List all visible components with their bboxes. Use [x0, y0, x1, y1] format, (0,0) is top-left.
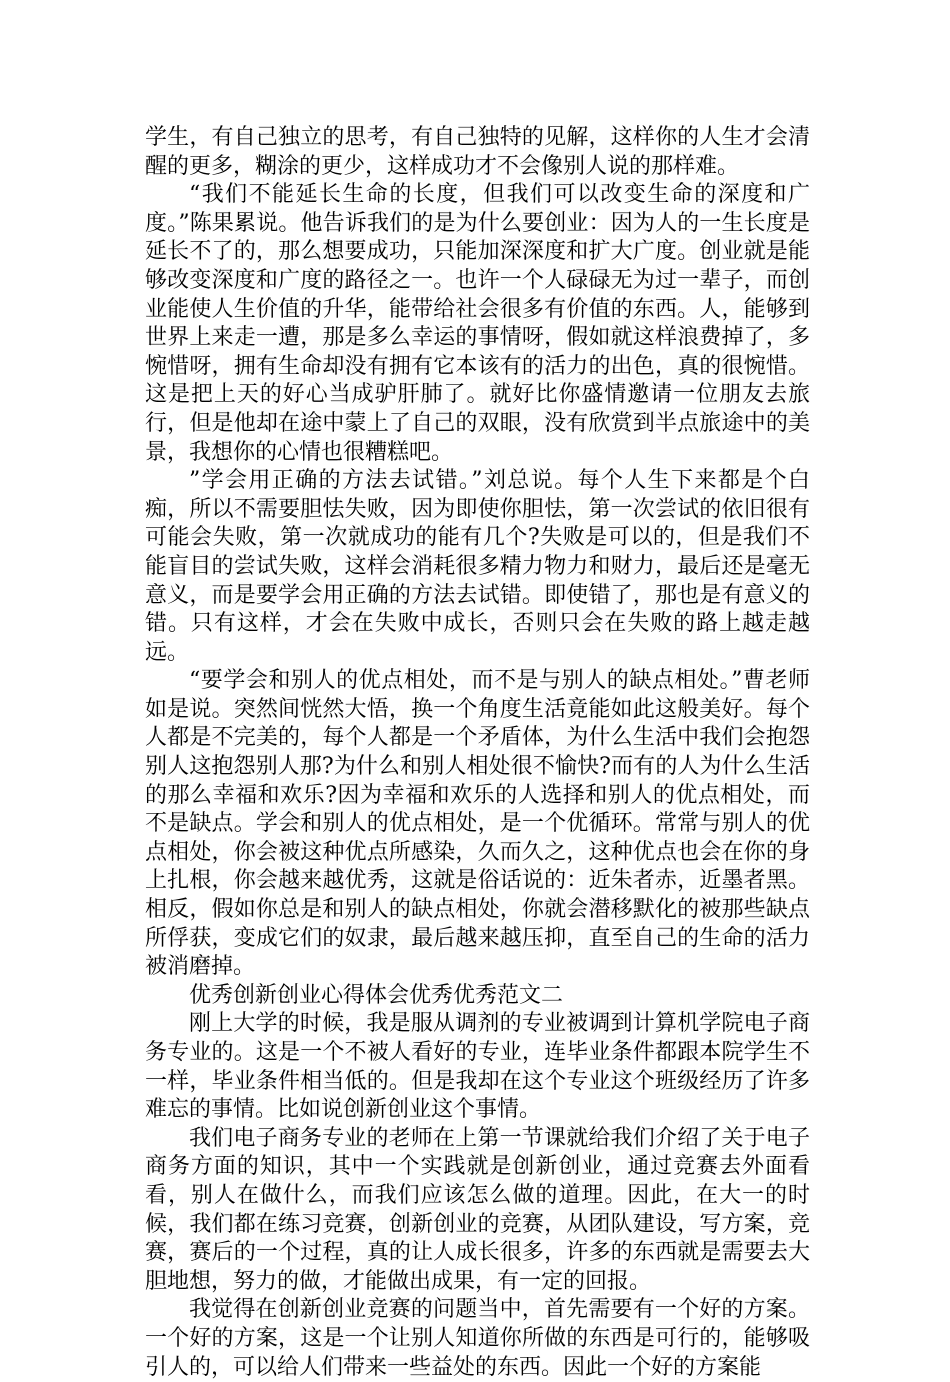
paragraph-college: 刚上大学的时候，我是服从调剂的专业被调到计算机学院电子商务专业的。这是一个不被人看好的专业，连毕业条件都跟本院学生不一样，毕业条件相当低的。但是我却在这个专业这个班级经历了许多难忘的事情。比如说创新创业这个事情。	[145, 1011, 810, 1123]
document-page	[145, 124, 810, 1382]
paragraph-quote-cao: “要学会和别人的优点相处，而不是与别人的缺点相处。”曹老师如是说。突然间恍然大悟，换一个角度生活竟能如此这般美好。每个人都是不完美的，每个人都是一个矛盾体，为什么生活中我们会抱怨别人这抱怨别人那?为什么和别人相处很不愉快?而有的人为什么生活的那么幸福和欢乐?因为幸福和欢乐的人选择和别人的优点相处，而不是缺点。学会和别人的优点相处，是一个优循环。常常与别人的优点相处，你会被这种优点所感染，久而久之，这种优点也会在你的身上扎根，你会越来越优秀，这就是俗话说的：近朱者赤，近墨者黑。相反，假如你总是和别人的缺点相处，你就会潜移默化的被那些缺点所俘获，变成它们的奴隶，最后越来越压抑，直至自己的生命的活力被消磨掉。	[145, 668, 810, 980]
paragraph-plan: 我觉得在创新创业竞赛的问题当中，首先需要有一个好的方案。一个好的方案，这是一个让别人知道你所做的东西是可行的，能够吸引人的，可以给人们带来一些益处的东西。因此一个好的方案能	[145, 1297, 810, 1380]
paragraph-continued: 学生，有自己独立的思考，有自己独特的见解，这样你的人生才会清醒的更多，糊涂的更少，这样成功才不会像别人说的那样难。	[145, 125, 810, 179]
section-heading: 优秀创新创业心得体会优秀优秀范文二	[189, 982, 564, 1008]
paragraph-quote-chen: “我们不能延长生命的长度，但我们可以改变生命的深度和广度。”陈果累说。他告诉我们的是为什么要创业：因为人的一生长度是延长不了的，那么想要成功，只能加深深度和扩大广度。创业就是能够改变深度和广度的路径之一。也许一个人碌碌无为过一辈子，而创业能使人生价值的升华，能带给社会很多有价值的东西。人，能够到世界上来走一遭，那是多么幸运的事情呀，假如就这样浪费掉了，多惋惜呀，拥有生命却没有拥有它本该有的活力的出色，真的很惋惜。这是把上天的好心当成驴肝肺了。就好比你盛情邀请一位朋友去旅行，但是他却在途中蒙上了自己的双眼，没有欣赏到半点旅途中的美景，我想你的心情也很糟糕吧。	[145, 182, 810, 465]
paragraph-teacher: 我们电子商务专业的老师在上第一节课就给我们介绍了关于电子商务方面的知识，其中一个实践就是创新创业，通过竞赛去外面看看，别人在做什么，而我们应该怎么做的道理。因此，在大一的时候，我们都在练习竞赛，创新创业的竞赛，从团队建设，写方案，竞赛，赛后的一个过程，真的让人成长很多，许多的东西就是需要去大胆地想，努力的做，才能做出成果，有一定的回报。	[145, 1125, 810, 1294]
paragraph-quote-liu: ”学会用正确的方法去试错。”刘总说。每个人生下来都是个白痴，所以不需要胆怯失败，因为即使你胆怯，第一次尝试的依旧很有可能会失败，第一次就成功的能有几个?失败是可以的，但是我们不能盲目的尝试失败，这样会消耗很多精力物力和财力，最后还是毫无意义，而是要学会用正确的方法去试错。即使错了，那也是有意义的错。只有这样，才会在失败中成长，否则只会在失败的路上越走越远。	[145, 468, 810, 665]
